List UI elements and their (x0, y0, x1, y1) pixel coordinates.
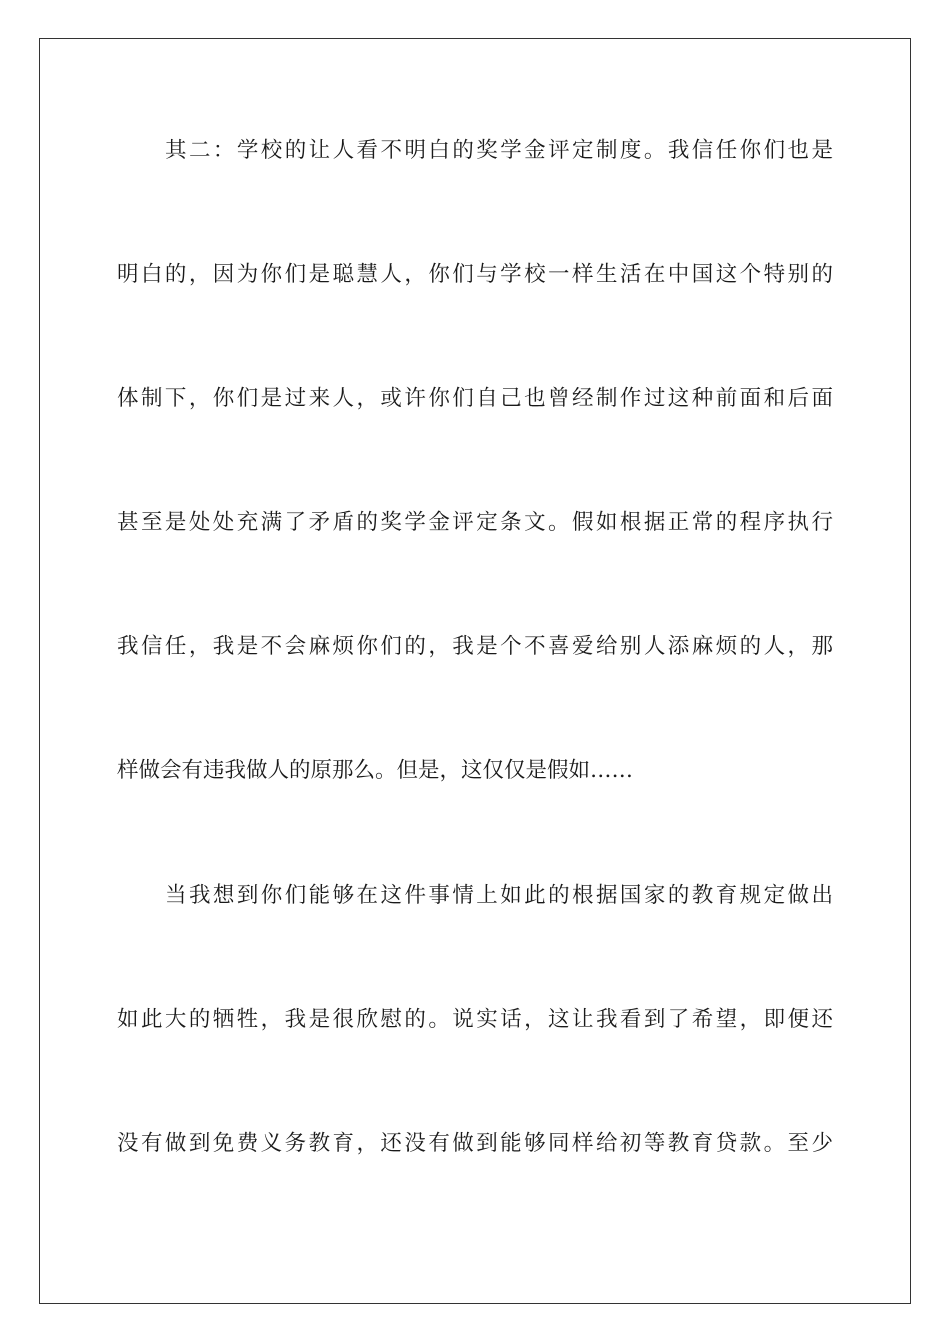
paragraph-1-line-2: 明白的，因为你们是聪慧人，你们与学校一样生活在中国这个特别的 (117, 262, 833, 287)
paragraph-1-line-1: 其二：学校的让人看不明白的奖学金评定制度。我信任你们也是 (165, 138, 833, 163)
paragraph-2-line-3: 没有做到免费义务教育，还没有做到能够同样给初等教育贷款。至少 (117, 1131, 833, 1156)
paragraph-2-line-2: 如此大的牺牲，我是很欣慰的。说实话，这让我看到了希望，即便还 (117, 1007, 833, 1032)
paragraph-1-line-4: 甚至是处处充满了矛盾的奖学金评定条文。假如根据正常的程序执行 (117, 510, 833, 535)
paragraph-2-line-1: 当我想到你们能够在这件事情上如此的根据国家的教育规定做出 (165, 883, 833, 908)
page-frame (39, 38, 911, 1304)
paragraph-1-line-6: 样做会有违我做人的原那么。但是，这仅仅是假如…… (117, 758, 634, 783)
paragraph-1-line-3: 体制下，你们是过来人，或许你们自己也曾经制作过这种前面和后面 (117, 386, 833, 411)
paragraph-1-line-5: 我信任，我是不会麻烦你们的，我是个不喜爱给别人添麻烦的人，那 (117, 634, 833, 659)
